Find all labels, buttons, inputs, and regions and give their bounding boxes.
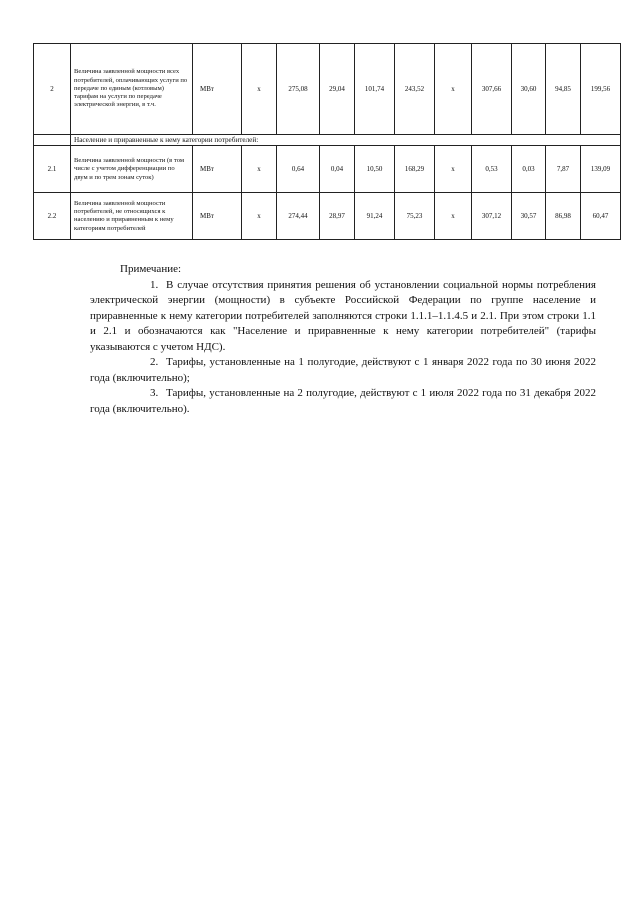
value-cell: 0,03 <box>512 146 546 193</box>
row-number <box>34 135 71 146</box>
note-text: Тарифы, установленные на 1 полугодие, действуют с 1 января 2022 года по 30 июня 2022 года (включительно); <box>90 356 596 384</box>
value-cell: х <box>242 44 277 135</box>
row-description: Величина заявленной мощности всех потребителей, оплачивающих услуги по передаче по единым (котловым) тарифам на услуги по передаче электрической энергии, в т.ч. <box>71 44 193 135</box>
unit-cell: МВт <box>193 193 242 240</box>
row-description: Величина заявленной мощности потребителей, не относящихся к населению и приравненным к нему категориям потребителей <box>71 193 193 240</box>
note-text: Тарифы, установленные на 2 полугодие, действуют с 1 июля 2022 года по 31 декабря 2022 года (включительно). <box>90 387 596 415</box>
tariff-table <box>33 43 621 240</box>
value-cell: 0,53 <box>472 146 512 193</box>
table-row <box>34 146 621 193</box>
value-cell: х <box>242 193 277 240</box>
value-cell: 28,97 <box>320 193 355 240</box>
value-cell: 10,50 <box>355 146 395 193</box>
note-text: В случае отсутствия принятия решения об установлении социальной нормы потребления электрической энергии (мощности) в субъекте Российской Федерации по группе население и приравненные к нему категории потребителей заполняются строки 1.1.1–1.1.4.5 и 2.1. При этом строки 1.1 и 2.1 и обозначаются как "Население и приравненные к нему категории потребителей" (тарифы указываются с учетом НДС). <box>90 278 596 353</box>
value-cell: 86,98 <box>546 193 581 240</box>
value-cell: 29,04 <box>320 44 355 135</box>
note-item <box>90 355 596 386</box>
note-item <box>90 278 596 356</box>
value-cell: 307,12 <box>472 193 512 240</box>
note-number: 2. <box>150 356 159 368</box>
value-cell: 139,09 <box>581 146 621 193</box>
row-number: 2.1 <box>34 146 71 193</box>
row-number: 2 <box>34 44 71 135</box>
value-cell: 275,08 <box>277 44 320 135</box>
row-number: 2.2 <box>34 193 71 240</box>
value-cell: 30,57 <box>512 193 546 240</box>
note-item <box>90 386 596 417</box>
value-cell: 0,64 <box>277 146 320 193</box>
table-row <box>34 193 621 240</box>
value-cell: 94,85 <box>546 44 581 135</box>
value-cell: 75,23 <box>395 193 435 240</box>
value-cell: х <box>435 44 472 135</box>
value-cell: х <box>435 193 472 240</box>
value-cell: 101,74 <box>355 44 395 135</box>
value-cell: 0,04 <box>320 146 355 193</box>
notes-section <box>90 262 596 417</box>
value-cell: 60,47 <box>581 193 621 240</box>
note-number: 3. <box>150 387 159 399</box>
unit-cell: МВт <box>193 146 242 193</box>
row-description: Величина заявленной мощности (в том числе с учетом дифференциации по двум и по трем зонам суток) <box>71 146 193 193</box>
value-cell: 307,66 <box>472 44 512 135</box>
notes-title: Примечание: <box>120 263 182 275</box>
unit-cell: МВт <box>193 44 242 135</box>
value-cell: х <box>242 146 277 193</box>
note-number: 1. <box>150 278 159 291</box>
value-cell: 91,24 <box>355 193 395 240</box>
value-cell: 243,52 <box>395 44 435 135</box>
value-cell: 30,60 <box>512 44 546 135</box>
table-row <box>34 44 621 135</box>
value-cell: 168,29 <box>395 146 435 193</box>
value-cell: 199,56 <box>581 44 621 135</box>
value-cell: 7,87 <box>546 146 581 193</box>
value-cell: 274,44 <box>277 193 320 240</box>
value-cell: х <box>435 146 472 193</box>
section-label: Население и приравненные к нему категории потребителей: <box>71 135 621 146</box>
table-section-row <box>34 135 621 146</box>
